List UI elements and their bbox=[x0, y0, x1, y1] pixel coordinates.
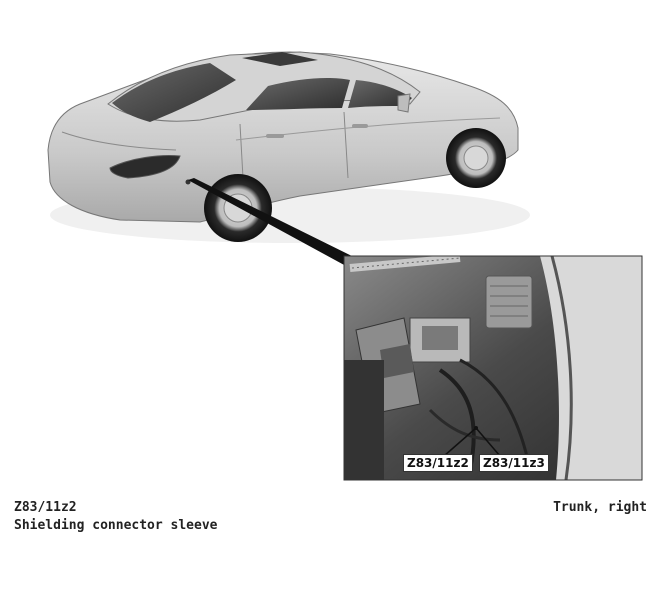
caption-code: Z83/11z2 bbox=[14, 500, 77, 515]
car-illustration bbox=[48, 52, 530, 243]
callout-z83-11z3: Z83/11z3 bbox=[479, 454, 549, 472]
callout-z83-11z2: Z83/11z2 bbox=[403, 454, 473, 472]
trunk-detail-photo bbox=[344, 256, 642, 480]
caption-location: Trunk, right bbox=[553, 500, 647, 515]
caption-description: Shielding connector sleeve bbox=[14, 518, 218, 533]
